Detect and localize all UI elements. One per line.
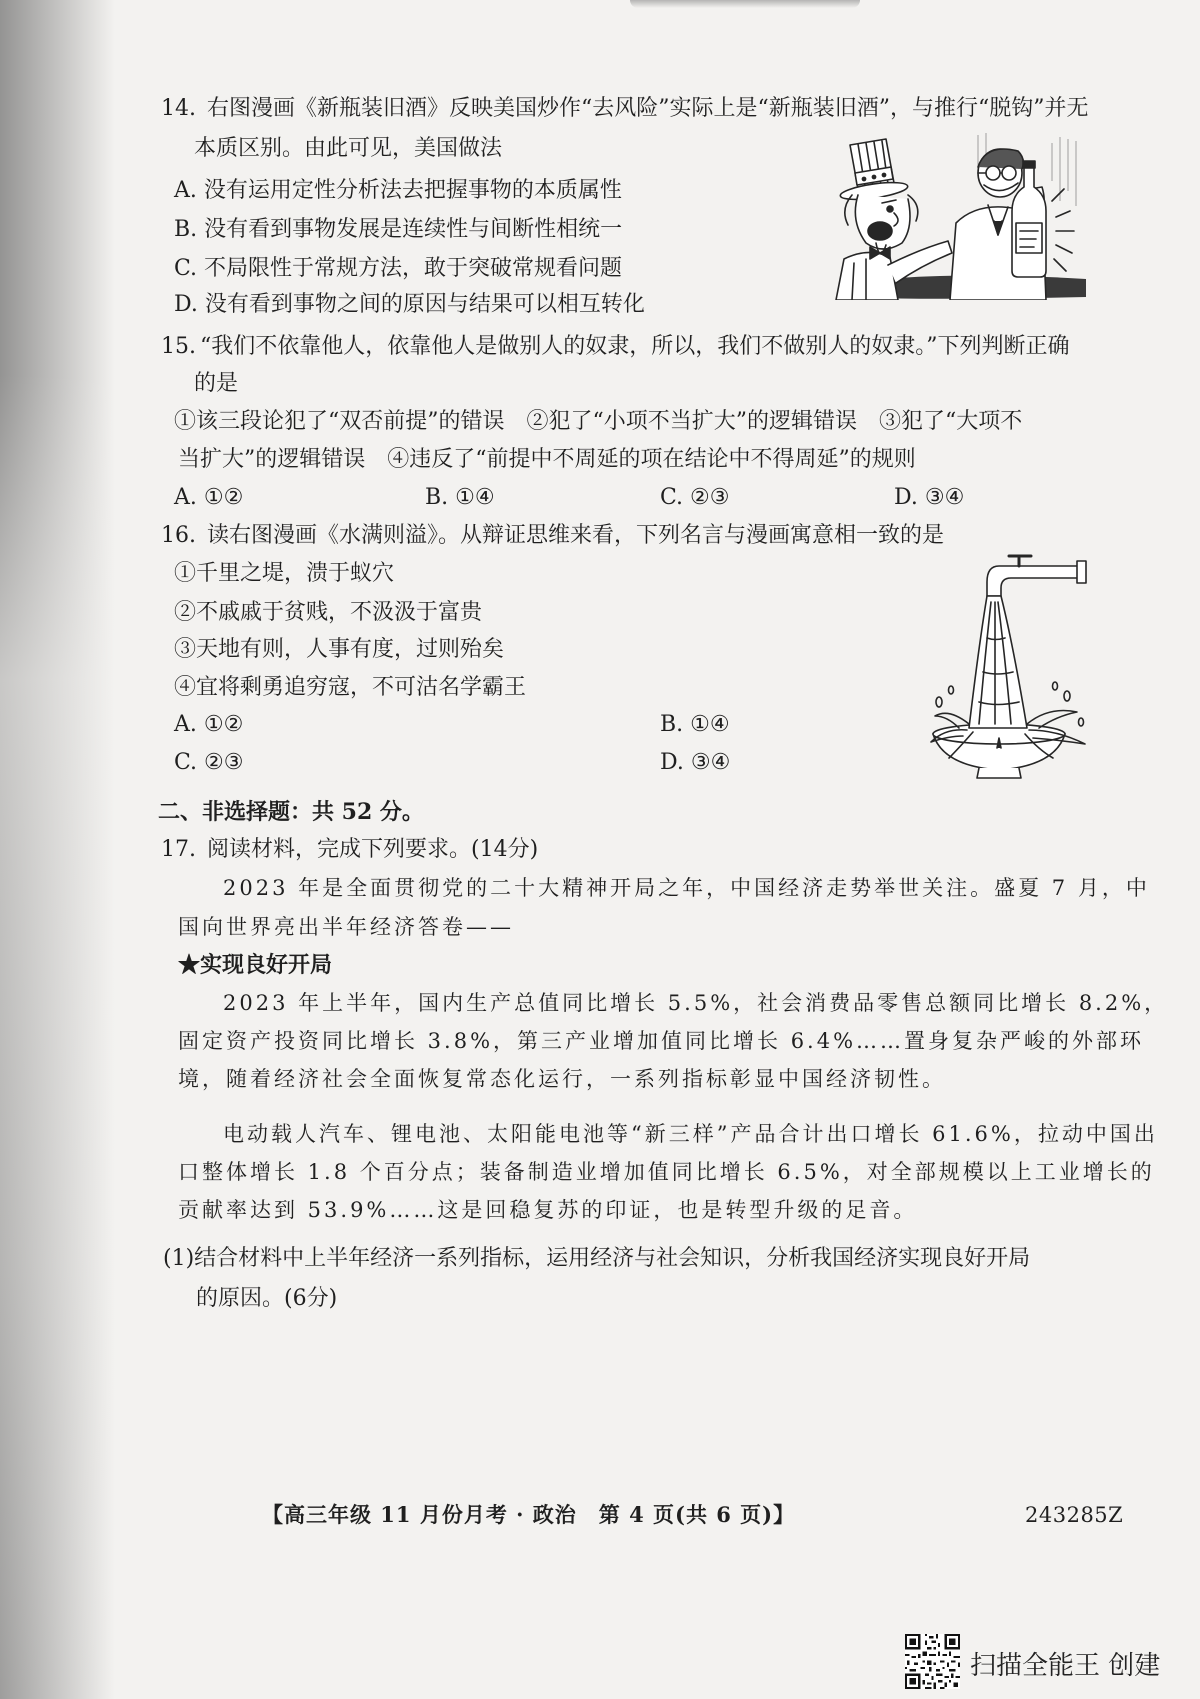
page-footer-code: 243285Z: [1025, 1503, 1124, 1527]
q17-stem-text: 阅读材料，完成下列要求。(14分): [207, 837, 539, 862]
q14-option-a: A. 没有运用定性分析法去把握事物的本质属性: [174, 178, 622, 203]
q17-intro-line-2: 国向世界亮出半年经济答卷——: [178, 915, 514, 939]
q17-paragraph-2-line-1: 电动载人汽车、锂电池、太阳能电池等“新三样”产品合计出口增长 61.6%，拉动中国出: [223, 1122, 1158, 1146]
q15-option-c: C. ②③: [660, 485, 730, 510]
q17-sub-question-1-line-1: (1)结合材料中上半年经济一系列指标，运用经济与社会知识，分析我国经济实现良好开局: [163, 1246, 1031, 1271]
q14-option-d: D. 没有看到事物之间的原因与结果可以相互转化: [174, 292, 645, 317]
q15-stem-line-1: [161, 332, 1070, 362]
q15-option-b: B. ①④: [425, 485, 495, 510]
page-footer-title: 【高三年级 11 月份月考 · 政治 第 4 页(共 6 页)】: [262, 1502, 796, 1527]
faucet-overflowing-bowl-icon: [927, 552, 1090, 780]
qr-code-icon: [905, 1634, 960, 1693]
q15-statements-line-1: ①该三段论犯了“双否前提”的错误 ②犯了“小项不当扩大”的逻辑错误 ③犯了“大项不: [174, 409, 1023, 434]
q17-paragraph-1-line-2: 固定资产投资同比增长 3.8%，第三产业增加值同比增长 6.4%……置身复杂严峻的外部环: [178, 1029, 1145, 1053]
q15-stem-text-1: “我们不依靠他人，依靠他人是做别人的奴隶，所以，我们不做别人的奴隶。”下列判断正确: [200, 334, 1070, 359]
q16-option-c: C. ②③: [174, 750, 244, 775]
section-heading: 二、非选择题：共 52 分。: [158, 799, 424, 825]
q16-stem-text-1: 读右图漫画《水满则溢》。从辩证思维来看，下列名言与漫画寓意相一致的是: [207, 523, 945, 548]
q16-number: 16.: [161, 523, 196, 548]
q17-material-heading: ★实现良好开局: [178, 952, 333, 978]
q14-number: 14.: [161, 96, 196, 121]
q16-statement-1: ①千里之堤，溃于蚁穴: [174, 561, 395, 586]
q17-intro-line-1: 2023 年是全面贯彻党的二十大精神开局之年，中国经济走势举世关注。盛夏 7 月，中: [223, 876, 1150, 900]
q17-paragraph-2-line-3: 贡献率达到 53.9%……这是回稳复苏的印证，也是转型升级的足音。: [178, 1198, 918, 1222]
scanner-watermark: [905, 1636, 1160, 1691]
q16-option-b: B. ①④: [660, 712, 730, 737]
q14-stem-line-1: [161, 94, 1089, 124]
watermark-text: 扫描全能王 创建: [970, 1651, 1161, 1681]
q15-statements-line-2: 当扩大”的逻辑错误 ④违反了“前提中不周延的项在结论中不得周延”的规则: [178, 447, 916, 472]
scan-edge-fade: [0, 0, 115, 1699]
q16-statement-3: ③天地有则，人事有度，过则殆矣: [174, 637, 505, 662]
q17-number: 17.: [161, 837, 196, 862]
q16-stem-line-1: [161, 521, 944, 551]
q14-option-c: C. 不局限性于常规方法，敢于突破常规看问题: [174, 256, 623, 281]
q17-stem-line: [161, 835, 538, 865]
scan-smudge: [630, 0, 860, 8]
cartoon-uncle-sam-bottle-icon: [828, 131, 1090, 300]
q14-stem-text-1: 右图漫画《新瓶装旧酒》反映美国炒作“去风险”实际上是“新瓶装旧酒”，与推行“脱钩”并无: [207, 96, 1089, 121]
q17-paragraph-1-line-1: 2023 年上半年，国内生产总值同比增长 5.5%，社会消费品零售总额同比增长 8.2%，: [223, 991, 1169, 1015]
q16-option-a: A. ①②: [174, 712, 244, 737]
q16-option-d: D. ③④: [660, 750, 731, 775]
q14-option-b: B. 没有看到事物发展是连续性与间断性相统一: [174, 217, 623, 242]
q17-sub-question-1-line-2: 的原因。(6分): [196, 1286, 338, 1311]
q17-paragraph-2-line-2: 口整体增长 1.8 个百分点；装备制造业增加值同比增长 6.5%，对全部规模以上工业增长的: [178, 1160, 1155, 1184]
q16-statement-4: ④宜将剩勇追穷寇，不可沽名学霸王: [174, 675, 527, 700]
q16-statement-2: ②不戚戚于贫贱，不汲汲于富贵: [174, 600, 483, 625]
q14-stem-line-2: 本质区别。由此可见，美国做法: [194, 136, 503, 161]
q15-option-d: D. ③④: [894, 485, 965, 510]
q17-paragraph-1-line-3: 境，随着经济社会全面恢复常态化运行，一系列指标彰显中国经济韧性。: [178, 1067, 946, 1091]
q15-option-a: A. ①②: [174, 485, 244, 510]
q15-stem-line-2: 的是: [194, 371, 239, 396]
q15-number: 15.: [161, 334, 196, 359]
